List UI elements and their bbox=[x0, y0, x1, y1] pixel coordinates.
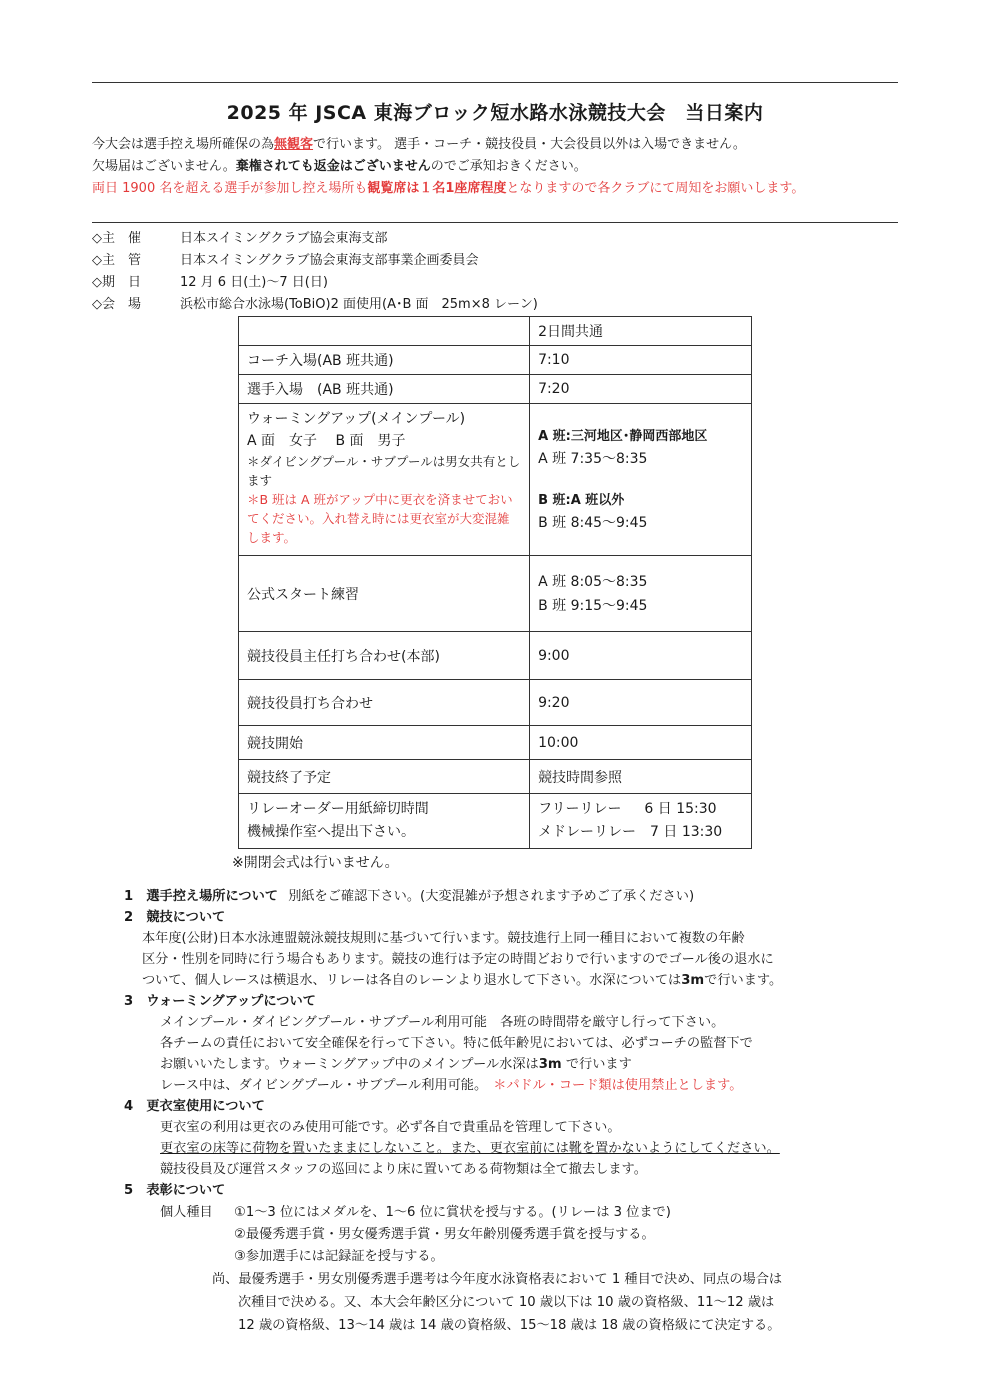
section-5-line-2: ②最優秀選手賞・男女優秀選手賞・男女年齢別優秀選手賞を授与する。 bbox=[234, 1227, 655, 1242]
info-label: ◇主 催 bbox=[92, 231, 141, 246]
coach-entry-label: コーチ入場(AB 班共通) bbox=[239, 346, 530, 375]
section-1-heading: 1 選手控え場所について bbox=[124, 889, 278, 904]
section-2-line-3a: ついて、個人レースは横退水、リレーは各自のレーンより退水して下さい。水深については bbox=[142, 973, 682, 988]
chief-meeting-time: 9:00 bbox=[530, 632, 752, 680]
seat-limit-text: 観覧席は１名1座席程度 bbox=[367, 181, 507, 196]
group-a-time: A 班 7:35～8:35 bbox=[538, 450, 648, 467]
info-label: ◇期 日 bbox=[92, 275, 141, 290]
relay-deadline-label: リレーオーダー用紙締切時間 bbox=[247, 801, 429, 817]
section-5-line-4: 尚、最優秀選手・男女別優秀選手選考は今年度水泳資格表において 1 種目で決め、同点の場合は bbox=[212, 1272, 783, 1287]
notice-2c: のでご承知おきください。 bbox=[430, 159, 587, 174]
notice-line-3 bbox=[92, 178, 902, 200]
medley-relay-time: メドレーリレー 7 日 13:30 bbox=[538, 824, 723, 840]
info-host bbox=[92, 250, 478, 272]
group-a-title: A 班:三河地区･静岡西部地区 bbox=[538, 428, 708, 444]
relay-label-cell bbox=[239, 794, 530, 849]
warmup-note-shared: ＊ダイビングプール・サブプールは男女共有とします bbox=[247, 454, 521, 488]
section-3-line-4a: レース中は、ダイビングプール・サブプール利用可能。 bbox=[160, 1078, 488, 1093]
header-cell: 2日間共通 bbox=[530, 317, 752, 346]
section-3-line-1: メインプール・ダイビングプール・サブプール利用可能 各班の時間帯を厳守し行って下さい。 bbox=[160, 1015, 725, 1030]
no-refund-text: 棄権されても返金はございません bbox=[235, 159, 431, 174]
table-row bbox=[239, 346, 752, 375]
section-5-heading: 5 表彰について bbox=[124, 1183, 226, 1198]
paddle-ban-text: ＊パドル・コード類は使用禁止とします。 bbox=[493, 1078, 743, 1093]
relay-time-cell bbox=[530, 794, 752, 849]
swimmer-entry-time: 7:20 bbox=[530, 375, 752, 404]
table-row bbox=[239, 760, 752, 794]
swimmer-entry-label: 選手入場 (AB 班共通) bbox=[239, 375, 530, 404]
section-5-line-1: ①1～3 位にはメダルを、1～6 位に賞状を授与する。(リレーは 3 位まで) bbox=[234, 1205, 671, 1220]
page-title: 2025 年 JSCA 東海ブロック短水路水泳競技大会 当日案内 bbox=[226, 102, 764, 124]
group-b-title: B 班:A 班以外 bbox=[538, 492, 625, 508]
info-value: 日本スイミングクラブ協会東海支部 bbox=[180, 231, 388, 246]
competition-end-time: 競技時間参照 bbox=[530, 760, 752, 794]
top-rule bbox=[92, 82, 898, 83]
section-3-line-4 bbox=[160, 1075, 742, 1096]
table-row bbox=[239, 404, 752, 556]
section-3-line-3 bbox=[160, 1054, 632, 1075]
section-3-line-2: 各チームの責任において安全確保を行って下さい。特に低年齢児においては、必ずコーチの監督下で bbox=[160, 1036, 753, 1051]
official-meeting-label: 競技役員打ち合わせ bbox=[239, 680, 530, 726]
section-2-line-3 bbox=[142, 970, 782, 991]
warmup-time-cell bbox=[530, 404, 752, 556]
info-label: ◇主 管 bbox=[92, 253, 141, 268]
section-2-heading: 2 競技について bbox=[124, 910, 226, 925]
info-value: 12 月 6 日(土)～7 日(日) bbox=[180, 275, 328, 290]
info-value: 日本スイミングクラブ協会東海支部事業企画委員会 bbox=[180, 253, 479, 268]
section-5-line-6: 12 歳の資格級、13～14 歳は 14 歳の資格級、15～18 歳は 18 歳の資格級にて決定する。 bbox=[238, 1318, 781, 1333]
table-row bbox=[239, 556, 752, 632]
table-row bbox=[239, 680, 752, 726]
header-empty-cell bbox=[239, 317, 530, 346]
info-venue bbox=[92, 294, 538, 316]
relay-submit-label: 機械操作室へ提出下さい。 bbox=[247, 824, 415, 840]
section-5-line-5: 次種目で決める。又、本大会年齢区分について 10 歳以下は 10 歳の資格級、11～12 歳は bbox=[238, 1295, 775, 1310]
notice-2a: 欠場届はございません。 bbox=[92, 159, 236, 174]
notice-3c: となりますので各クラブにて周知をお願いします。 bbox=[506, 181, 805, 196]
table-row bbox=[239, 794, 752, 849]
warmup-faces: A 面 女子 B 面 男子 bbox=[247, 433, 406, 449]
section-1 bbox=[124, 886, 694, 907]
section-4-heading: 4 更衣室使用について bbox=[124, 1099, 265, 1114]
section-5-line-3: ③参加選手には記録証を授与する。 bbox=[234, 1249, 444, 1264]
warmup-note-changing: ＊B 班は A 班がアップ中に更衣を済ませておいてください。入れ替え時には更衣室が大変混雑します。 bbox=[247, 492, 513, 545]
notice-line-1 bbox=[92, 134, 902, 156]
section-3-line-3c: で行います bbox=[561, 1057, 632, 1072]
notice-1a: 今大会は選手控え場所確保の為 bbox=[92, 137, 275, 152]
schedule-table bbox=[238, 316, 752, 849]
notice-line-2 bbox=[92, 156, 902, 178]
table-row bbox=[239, 726, 752, 760]
warmup-label-cell bbox=[239, 404, 530, 556]
table-row bbox=[239, 317, 752, 346]
no-spectators-text: 無観客 bbox=[274, 137, 314, 152]
info-date bbox=[92, 272, 328, 294]
info-label: ◇会 場 bbox=[92, 297, 141, 312]
official-start-label: 公式スタート練習 bbox=[239, 556, 530, 632]
section-1-text: 別紙をご確認下さい。(大変混雑が予想されます予めご了承ください) bbox=[288, 889, 695, 904]
section-5-label: 個人種目 bbox=[160, 1205, 213, 1220]
official-meeting-time: 9:20 bbox=[530, 680, 752, 726]
section-3-heading: 3 ウォーミングアップについて bbox=[124, 994, 316, 1009]
section-4-line-2: 更衣室の床等に荷物を置いたままにしないこと。また、更衣室前には靴を置かないようにしてください。 bbox=[160, 1141, 780, 1156]
info-value: 浜松市総合水泳場(ToBiO)2 面使用(A･B 面 25m×8 レーン) bbox=[180, 297, 538, 312]
group-b-time: B 班 8:45～9:45 bbox=[538, 514, 648, 531]
official-start-time-cell bbox=[530, 556, 752, 632]
competition-start-time: 10:00 bbox=[530, 726, 752, 760]
table-row bbox=[239, 375, 752, 404]
competition-end-label: 競技終了予定 bbox=[239, 760, 530, 794]
section-2-line-3c: で行います。 bbox=[704, 973, 783, 988]
chief-meeting-label: 競技役員主任打ち合わせ(本部) bbox=[239, 632, 530, 680]
section-4-line-3: 競技役員及び運営スタッフの巡回により床に置いてある荷物類は全て撤去します。 bbox=[160, 1162, 647, 1177]
section-2-line-2: 区分・性別を同時に行う場合もあります。競技の進行は予定の時間どおりで行いますのでゴール後の退水に bbox=[142, 952, 774, 967]
depth-value: 3m bbox=[681, 973, 705, 988]
section-3-line-3a: お願いいたします。ウォーミングアップ中のメインプール水深は bbox=[160, 1057, 539, 1072]
section-4-line-1: 更衣室の利用は更衣のみ使用可能です。必ず各自で貴重品を管理して下さい。 bbox=[160, 1120, 621, 1135]
info-organizer bbox=[92, 228, 387, 250]
coach-entry-time: 7:10 bbox=[530, 346, 752, 375]
middle-rule bbox=[92, 222, 898, 223]
official-start-time-a: A 班 8:05～8:35 bbox=[538, 573, 648, 590]
table-row bbox=[239, 632, 752, 680]
competition-start-label: 競技開始 bbox=[239, 726, 530, 760]
notice-1c: で行います。 選手・コーチ・競技役員・大会役員以外は入場できません。 bbox=[313, 137, 746, 152]
free-relay-time: フリーリレー 6 日 15:30 bbox=[538, 801, 717, 817]
ceremony-note: ※開閉会式は行いません。 bbox=[232, 855, 399, 871]
notice-3a: 両日 1900 名を超える選手が参加し控え場所も bbox=[92, 181, 368, 196]
warmup-depth-value: 3m bbox=[538, 1057, 562, 1072]
warmup-label: ウォーミングアップ(メインプール) bbox=[247, 411, 466, 427]
section-2-line-1: 本年度(公財)日本水泳連盟競泳競技規則に基づいて行います。競技進行上同一種目において複数の年齢 bbox=[142, 931, 745, 946]
official-start-time-b: B 班 9:15～9:45 bbox=[538, 597, 648, 614]
